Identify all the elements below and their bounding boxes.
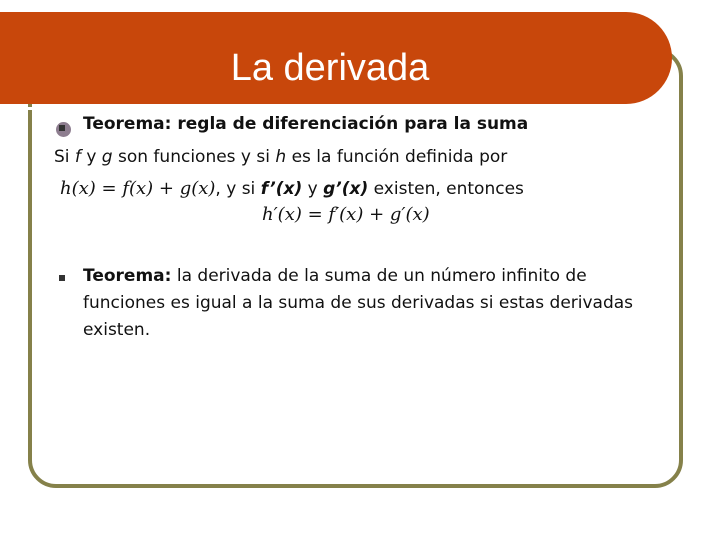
- text-fragment: existen, entonces: [368, 179, 524, 199]
- theorem2-label: Teorema:: [83, 266, 172, 286]
- text-fragment: Si: [54, 147, 75, 167]
- sum-definition-formula: h(x) = f(x) + g(x): [60, 178, 216, 199]
- slide-title: La derivada: [230, 47, 430, 89]
- derivative-sum-formula: h′(x) = f′(x) + g′(x): [262, 204, 430, 225]
- bullet-marker: [59, 125, 65, 131]
- title-underline: [0, 107, 637, 110]
- text-fragment: son funciones y si: [112, 147, 276, 167]
- theorem1-heading: Teorema: regla de diferenciación para la suma: [83, 114, 529, 134]
- f-prime: f’(x): [260, 179, 303, 199]
- text-fragment: la derivada de la suma de un número infinito de: [171, 266, 587, 286]
- text-fragment: y: [80, 147, 102, 167]
- g-prime: g’(x): [323, 179, 369, 199]
- var-h: h: [275, 147, 287, 167]
- title-bar: [0, 12, 672, 104]
- theorem2-line1: [83, 265, 587, 288]
- bullet-marker: [59, 275, 65, 281]
- theorem2-line2: funciones es igual a la suma de sus derivadas si estas derivadas: [83, 293, 634, 313]
- var-f: f: [74, 147, 81, 167]
- text-fragment: es la función definida por: [286, 147, 508, 167]
- theorem1-line2: [60, 177, 524, 201]
- theorem1-line1: [54, 146, 507, 169]
- var-g: g: [101, 147, 113, 167]
- text-fragment: , y si: [215, 179, 261, 199]
- theorem2-line3: existen.: [83, 320, 151, 340]
- text-fragment: y: [302, 179, 324, 199]
